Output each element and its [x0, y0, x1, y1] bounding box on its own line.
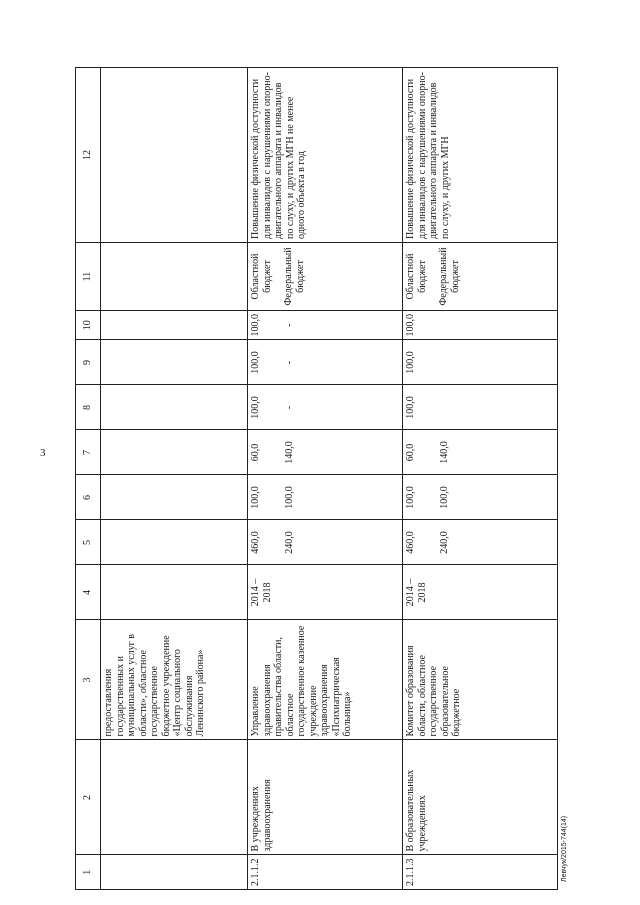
header-row: [76, 68, 101, 890]
value-federal: -: [283, 405, 295, 410]
row-source: [248, 243, 403, 311]
row-y2018: [101, 311, 248, 341]
value-federal: 100,0: [283, 486, 295, 509]
row-result: [101, 68, 248, 243]
value-regional: 460,0: [405, 531, 416, 554]
table-row: [248, 68, 403, 890]
header-cell: 4: [76, 565, 101, 620]
value-federal: 240,0: [283, 531, 295, 554]
program-table: [75, 67, 558, 890]
row-source: [101, 243, 248, 311]
row-executor: Комитет образования области, областное государственное образовательное бюджетное: [403, 620, 558, 740]
row-period: [101, 565, 248, 620]
row-y2014: [101, 475, 248, 520]
value-regional: 60,0: [250, 443, 261, 462]
header-cell: 9: [76, 340, 101, 385]
row-total: [403, 520, 558, 565]
header-cell: 2: [76, 740, 101, 855]
value-federal: -: [283, 360, 295, 365]
row-y2016: [248, 385, 403, 430]
header-cell: 8: [76, 385, 101, 430]
row-y2017: [101, 340, 248, 385]
value-regional: 100,0: [250, 486, 261, 509]
rotated-content: [75, 10, 585, 890]
row-executor: Управление здравоохранения правительства области, областное государственное казенное учреждение здравоохранения «Психиатрическая больница»: [248, 620, 403, 740]
row-result: Повышение физической доступности для инвалидов с нарушениями опорно-двигательного аппарата и инвалидов по слуху, и других МГН не менее одного объекта в год: [248, 68, 403, 243]
value-regional: 100,0: [250, 314, 261, 337]
value-federal: 140,0: [438, 441, 450, 464]
header-cell: 11: [76, 243, 101, 311]
row-y2015: [403, 430, 558, 475]
row-period: 2014 – 2018: [248, 565, 403, 620]
row-period: 2014 – 2018: [403, 565, 558, 620]
header-cell: 1: [76, 855, 101, 890]
row-source: [403, 243, 558, 311]
row-y2014: [248, 475, 403, 520]
value-regional: 460,0: [250, 531, 261, 554]
row-place: [101, 740, 248, 855]
header-cell: 10: [76, 311, 101, 341]
source-federal: Федеральный бюджет: [438, 247, 461, 306]
value-federal: -: [283, 323, 295, 327]
value-regional: 60,0: [405, 443, 416, 462]
row-place: В образовательных учреждениях: [403, 740, 558, 855]
footer-code: Левчук/2015-744(14): [561, 815, 568, 882]
row-y2016: [101, 385, 248, 430]
row-executor: предоставления государственных и муниципальных услуг в области», областное государственное бюджетное учреждение «Центр социального обслуживания Ленинского района»: [101, 620, 248, 740]
row-y2018: [248, 311, 403, 341]
row-result: Повышение физической доступности для инвалидов с нарушениями опорно-двигательного аппарата и инвалидов по слуху, и других МГН: [403, 68, 558, 243]
row-y2015: [248, 430, 403, 475]
source-regional: Областной бюджет: [405, 253, 428, 300]
row-y2018: [403, 311, 558, 341]
table-row: [403, 68, 558, 890]
row-y2015: [101, 430, 248, 475]
page-number: 3: [40, 447, 46, 459]
rotated-page: [75, 10, 585, 890]
value-federal: 140,0: [283, 441, 295, 464]
header-cell: 6: [76, 475, 101, 520]
row-y2017: [403, 340, 558, 385]
value-federal: 100,0: [438, 486, 450, 509]
header-cell: 7: [76, 430, 101, 475]
row-number: 2.1.1.2: [248, 855, 403, 890]
table-row: [101, 68, 248, 890]
row-y2014: [403, 475, 558, 520]
row-total: [248, 520, 403, 565]
value-regional: 100,0: [405, 486, 416, 509]
value-regional: 100,0: [405, 314, 416, 337]
row-y2016: [403, 385, 558, 430]
value-regional: 100,0: [405, 351, 416, 374]
value-regional: 100,0: [405, 396, 416, 419]
value-regional: 100,0: [250, 396, 261, 419]
value-federal: 240,0: [438, 531, 450, 554]
row-y2017: [248, 340, 403, 385]
row-total: [101, 520, 248, 565]
header-cell: 5: [76, 520, 101, 565]
row-number: 2.1.1.3: [403, 855, 558, 890]
value-regional: 100,0: [250, 351, 261, 374]
row-number: [101, 855, 248, 890]
source-federal: Федеральный бюджет: [283, 247, 306, 306]
header-cell: 12: [76, 68, 101, 243]
header-cell: 3: [76, 620, 101, 740]
source-regional: Областной бюджет: [250, 253, 273, 300]
row-place: В учреждениях здравоохранения: [248, 740, 403, 855]
